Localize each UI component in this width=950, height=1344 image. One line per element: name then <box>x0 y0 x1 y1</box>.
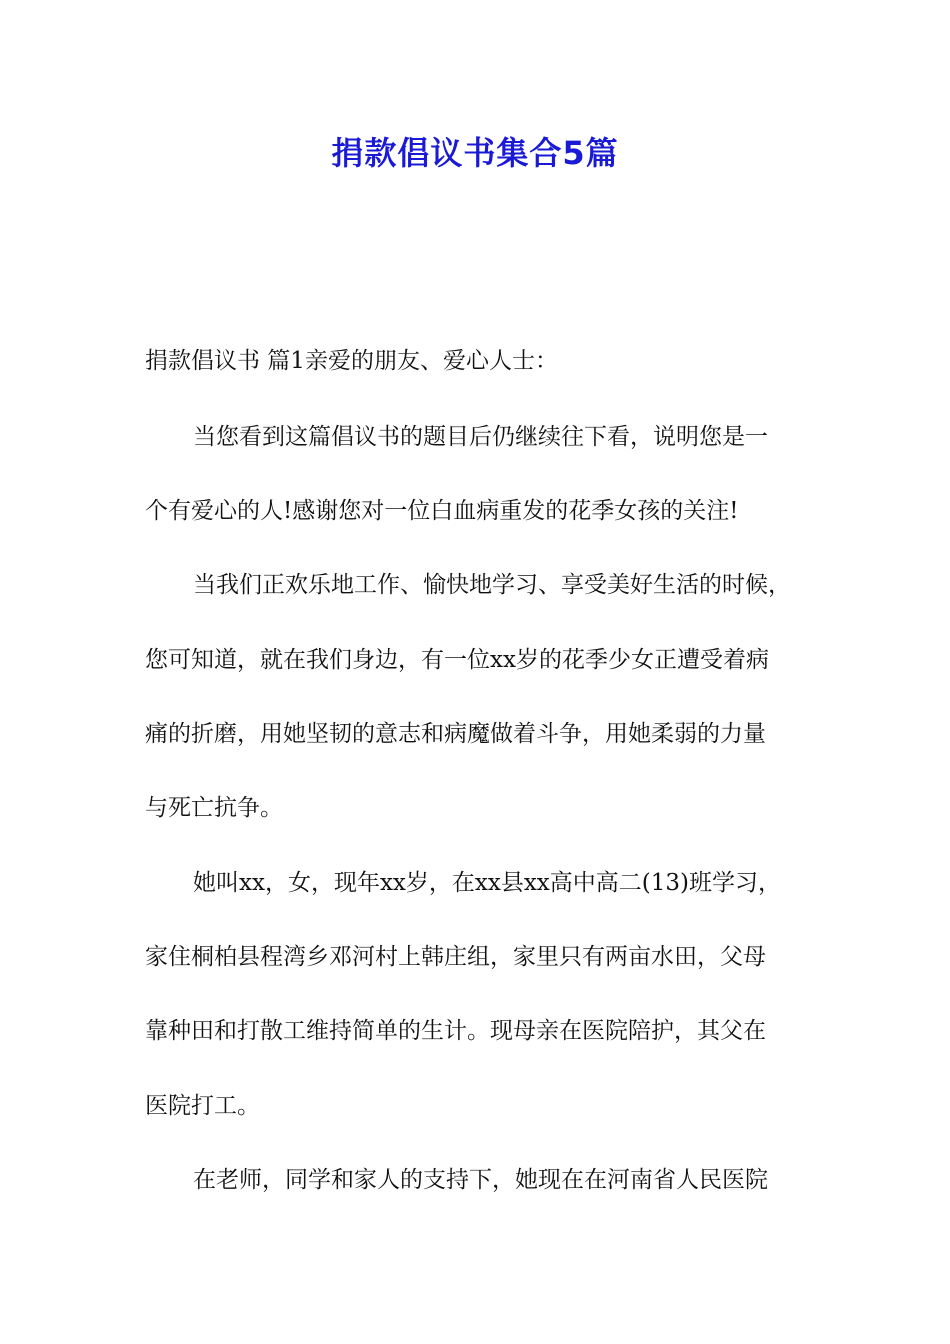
paragraph-3-line-3: 靠种田和打散工维持简单的生计。现母亲在医院陪护，其父在 <box>145 1018 766 1044</box>
salutation-line: 捐款倡议书 篇1亲爱的朋友、爱心人士： <box>145 348 558 374</box>
paragraph-2-line-2: 您可知道，就在我们身边，有一位xx岁的花季少女正遭受着病 <box>145 647 769 673</box>
paragraph-4-line-1: 在老师，同学和家人的支持下，她现在在河南省人民医院 <box>193 1167 768 1193</box>
paragraph-1-line-2: 个有爱心的人!感谢您对一位白血病重发的花季女孩的关注! <box>145 498 739 524</box>
paragraph-3-line-1: 她叫xx，女，现年xx岁，在xx县xx高中高二(13)班学习， <box>193 870 781 896</box>
paragraph-2-line-4: 与死亡抗争。 <box>145 795 283 821</box>
paragraph-2-line-1: 当我们正欢乐地工作、愉快地学习、享受美好生活的时候， <box>193 572 791 598</box>
paragraph-1-line-1: 当您看到这篇倡议书的题目后仍继续往下看，说明您是一 <box>193 424 768 450</box>
paragraph-3-line-4: 医院打工。 <box>145 1093 260 1119</box>
paragraph-2-line-3: 痛的折磨，用她坚韧的意志和病魔做着斗争，用她柔弱的力量 <box>145 721 766 747</box>
document-title: 捐款倡议书集合5篇 <box>331 134 619 172</box>
paragraph-3-line-2: 家住桐柏县程湾乡邓河村上韩庄组，家里只有两亩水田，父母 <box>145 944 766 970</box>
